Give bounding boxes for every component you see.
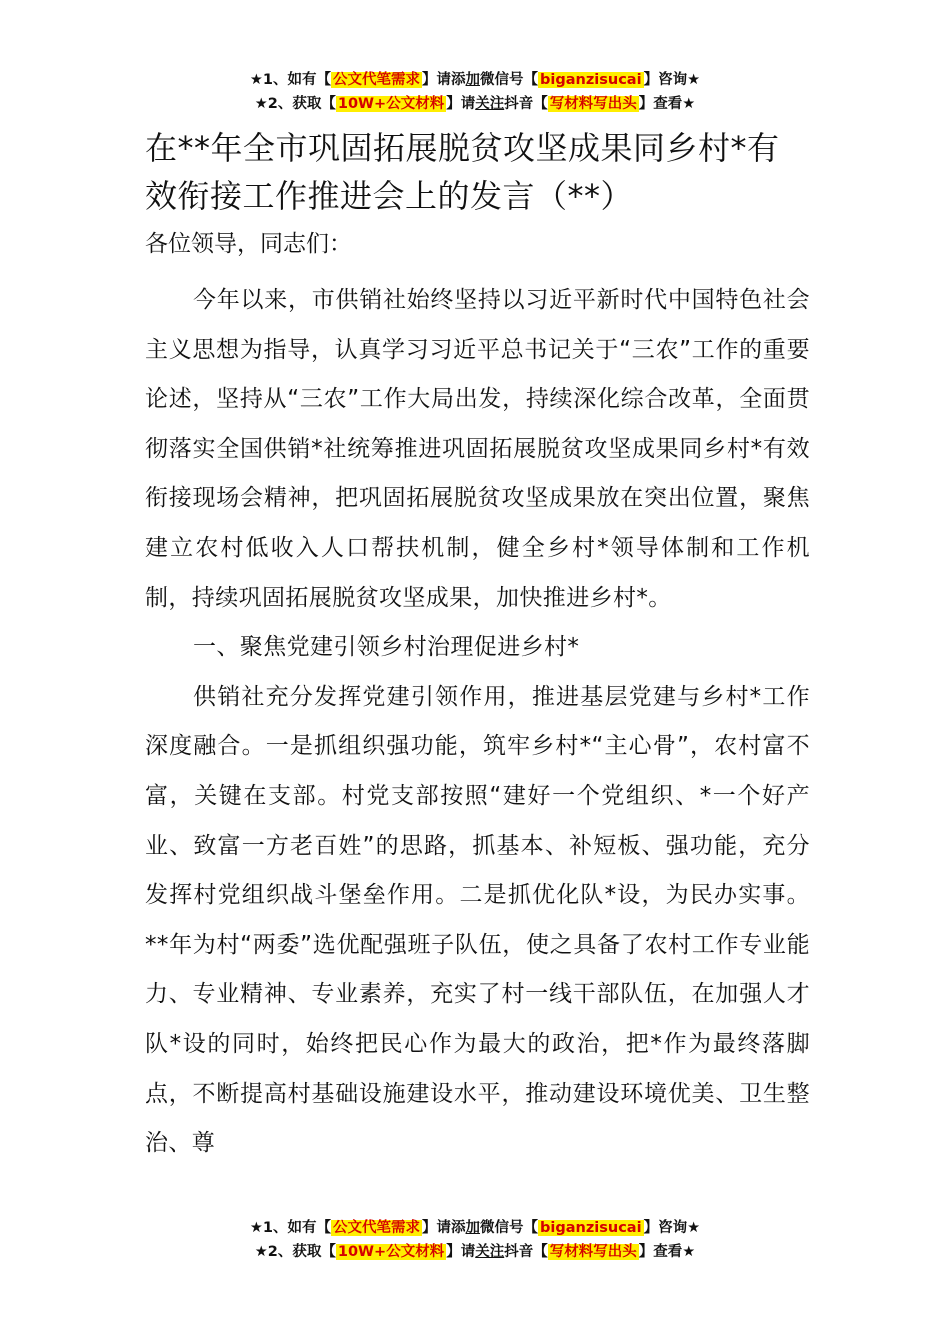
promo-text: 】咨询★ [643,72,701,88]
promo-text: 微信号【 [480,72,539,88]
promo-footer [0,1216,950,1264]
promo-line-2 [0,1240,950,1264]
promo-underlined: 加 [465,1220,481,1236]
promo-line-1 [0,68,950,92]
promo-text: 】咨询★ [643,1220,701,1236]
promo-text: ★1、如有【 [249,72,332,88]
paragraph: 今年以来，市供销社始终坚持以习近平新时代中国特色社会主义思想为指导，认真学习习近平总书记关于“三农”工作的重要论述，坚持从“三农”工作大局出发，持续深化综合改革，全面贯彻落实全国供销*社统筹推进巩固拓展脱贫攻坚成果同乡村*有效衔接现场会精神，把巩固拓展脱贫攻坚成果放在突出位置，聚焦建立农村低收入人口帮扶机制，健全乡村*领导体制和工作机制，持续巩固拓展脱贫攻坚成果，加快推进乡村*。 [145,287,810,611]
document-body [145,124,810,1169]
document-title: 在**年全市巩固拓展脱贫攻坚成果同乡村*有效衔接工作推进会上的发言（**） [145,129,780,215]
promo-text: 】查看★ [638,1244,696,1260]
section-heading: 一、聚焦党建引领乡村治理促进乡村* [193,634,580,661]
paragraph: 供销社充分发挥党建引领作用，推进基层党建与乡村*工作深度融合。一是抓组织强功能，筑牢乡村*“主心骨”，农村富不富，关键在支部。村党支部按照“建好一个党组织、*一个好产业、致富一方老百姓”的思路，抓基本、补短板、强功能，充分发挥村党组织战斗堡垒作用。二是抓优化队*设，为民办实事。**年为村“两委”选优配强班子队伍，使之具备了农村工作专业能力、专业精神、专业素养，充实了村一线干部队伍，在加强人才队*设的同时，始终把民心作为最大的政治，把*作为最终落脚点，不断提高村基础设施建设水平，推动建设环境优美、卫生整治、尊 [145,683,810,1157]
promo-line-1 [0,1216,950,1240]
promo-text: 】请 [446,1244,476,1260]
promo-text: 抖音【 [504,1244,548,1260]
promo-text: ★1、如有【 [249,1220,332,1236]
promo-highlight: 写材料写出头 [549,1244,637,1260]
promo-highlight: biganzisucai [540,72,642,88]
promo-highlight: 10W+公文材料 [337,1244,445,1260]
promo-highlight: 公文代笔需求 [333,1220,421,1236]
promo-text: ★2、获取【 [254,96,336,112]
promo-highlight: 10W+公文材料 [337,96,445,112]
promo-text: 】请添 [422,72,466,88]
salutation: 各位领导，同志们： [145,231,352,257]
promo-text: 】查看★ [638,96,696,112]
promo-highlight: biganzisucai [540,1220,642,1236]
promo-text: ★2、获取【 [254,1244,336,1260]
promo-underlined: 关注 [475,1244,505,1260]
promo-underlined: 关注 [475,96,505,112]
promo-text: 抖音【 [504,96,548,112]
promo-line-2 [0,92,950,116]
promo-text: 】请 [446,96,476,112]
promo-text: 】请添 [422,1220,466,1236]
promo-text: 微信号【 [480,1220,539,1236]
promo-highlight: 写材料写出头 [549,96,637,112]
promo-highlight: 公文代笔需求 [333,72,421,88]
promo-underlined: 加 [465,72,481,88]
promo-header [0,68,950,116]
